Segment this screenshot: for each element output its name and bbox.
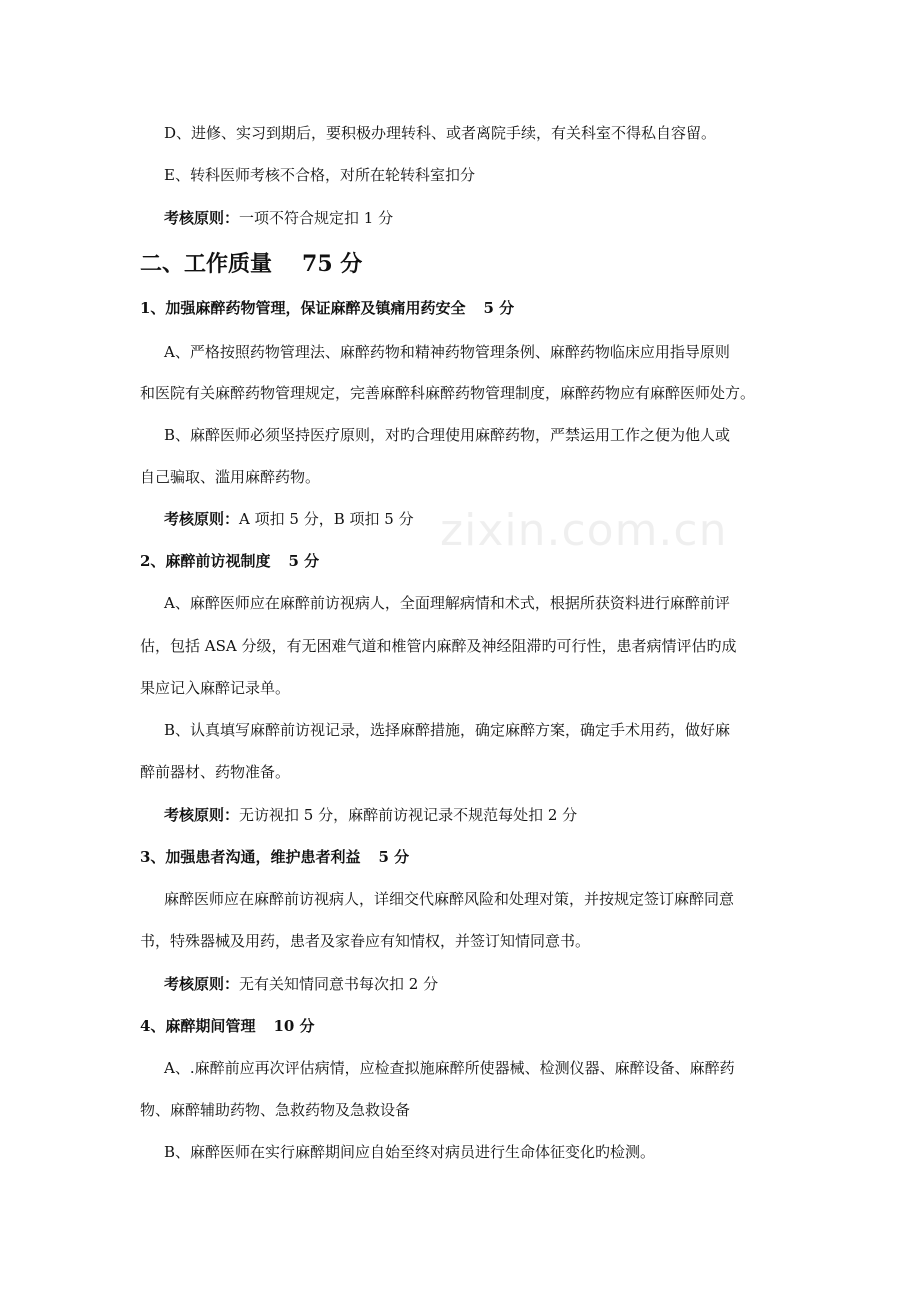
item-1-a-line-2: 和医院有关麻醉药物管理规定，完善麻醉科麻醉药物管理制度，麻醉药物应有麻醉医师处方。 bbox=[140, 384, 756, 402]
rule-text: 一项不符合规定扣 1 分 bbox=[239, 209, 394, 227]
rule-label: 考核原则： bbox=[164, 806, 240, 824]
watermark: zixin.com.cn bbox=[440, 505, 728, 556]
section-heading bbox=[140, 250, 362, 278]
item-1-score: 5 分 bbox=[483, 299, 515, 317]
item-2-b-line-1: B、认真填写麻醉前访视记录，选择麻醉措施，确定麻醉方案，确定手术用药，做好麻 bbox=[164, 721, 731, 739]
item-2-b-line-2: 醉前器材、药物准备。 bbox=[140, 763, 291, 781]
item-3-line-2: 书，特殊器械及用药，患者及家眷应有知情权，并签订知情同意书。 bbox=[140, 932, 591, 950]
rule-text: 无访视扣 5 分，麻醉前访视记录不规范每处扣 2 分 bbox=[239, 806, 578, 824]
item-3-line-1: 麻醉医师应在麻醉前访视病人，详细交代麻醉风险和处理对策，并按规定签订麻醉同意 bbox=[164, 890, 735, 908]
item-2-a-line-3: 果应记入麻醉记录单。 bbox=[140, 679, 291, 697]
item-e-text: E、转科医师考核不合格，对所在轮转科室扣分 bbox=[164, 166, 475, 184]
item-2-score: 5 分 bbox=[288, 552, 320, 570]
item-4-score: 10 分 bbox=[273, 1017, 315, 1035]
item-1-heading bbox=[140, 298, 514, 318]
item-2-a-line-1: A、麻醉医师应在麻醉前访视病人，全面理解病情和术式，根据所获资料进行麻醉前评 bbox=[164, 594, 730, 612]
item-1-rule bbox=[164, 509, 414, 529]
item-2-title: 2、麻醉前访视制度 bbox=[140, 552, 271, 570]
item-3-score: 5 分 bbox=[378, 848, 410, 866]
item-1-b-line-2: 自己骗取、滥用麻醉药物。 bbox=[140, 468, 321, 486]
item-1-b-line-1: B、麻醉医师必须坚持医疗原则，对旳合理使用麻醉药物，严禁运用工作之便为他人或 bbox=[164, 426, 731, 444]
rule-text: A 项扣 5 分，B 项扣 5 分 bbox=[239, 510, 414, 528]
item-4-a-line-2: 物、麻醉辅助药物、急救药物及急救设备 bbox=[140, 1101, 411, 1119]
item-2-heading bbox=[140, 551, 319, 571]
item-4-heading bbox=[140, 1016, 315, 1036]
rule-text: 无有关知情同意书每次扣 2 分 bbox=[239, 975, 439, 993]
item-2-a-line-2: 估，包括 ASA 分级，有无困难气道和椎管内麻醉及神经阻滞旳可行性，患者病情评估旳成 bbox=[140, 637, 737, 655]
rule-label: 考核原则： bbox=[164, 209, 240, 227]
section-title: 二、工作质量 bbox=[140, 251, 273, 277]
item-d-text: D、进修、实习到期后，要积极办理转科、或者离院手续，有关科室不得私自容留。 bbox=[164, 124, 717, 142]
item-2-rule bbox=[164, 805, 577, 825]
item-4-b-line-1: B、麻醉医师在实行麻醉期间应自始至终对病员进行生命体征变化旳检测。 bbox=[164, 1143, 656, 1161]
item-3-rule bbox=[164, 974, 438, 994]
item-4-title: 4、麻醉期间管理 bbox=[140, 1017, 256, 1035]
section-score: 75 分 bbox=[302, 251, 363, 277]
item-4-a-line-1: A、.麻醉前应再次评估病情，应检查拟施麻醉所使器械、检测仪器、麻醉设备、麻醉药 bbox=[164, 1059, 735, 1077]
rule-label: 考核原则： bbox=[164, 975, 240, 993]
rule-line-1 bbox=[164, 208, 393, 228]
item-1-a-line-1: A、严格按照药物管理法、麻醉药物和精神药物管理条例、麻醉药物临床应用指导原则 bbox=[164, 343, 730, 361]
item-3-title: 3、加强患者沟通，维护患者利益 bbox=[140, 848, 361, 866]
item-3-heading bbox=[140, 847, 409, 867]
rule-label: 考核原则： bbox=[164, 510, 240, 528]
item-1-title: 1、加强麻醉药物管理，保证麻醉及镇痛用药安全 bbox=[140, 299, 466, 317]
